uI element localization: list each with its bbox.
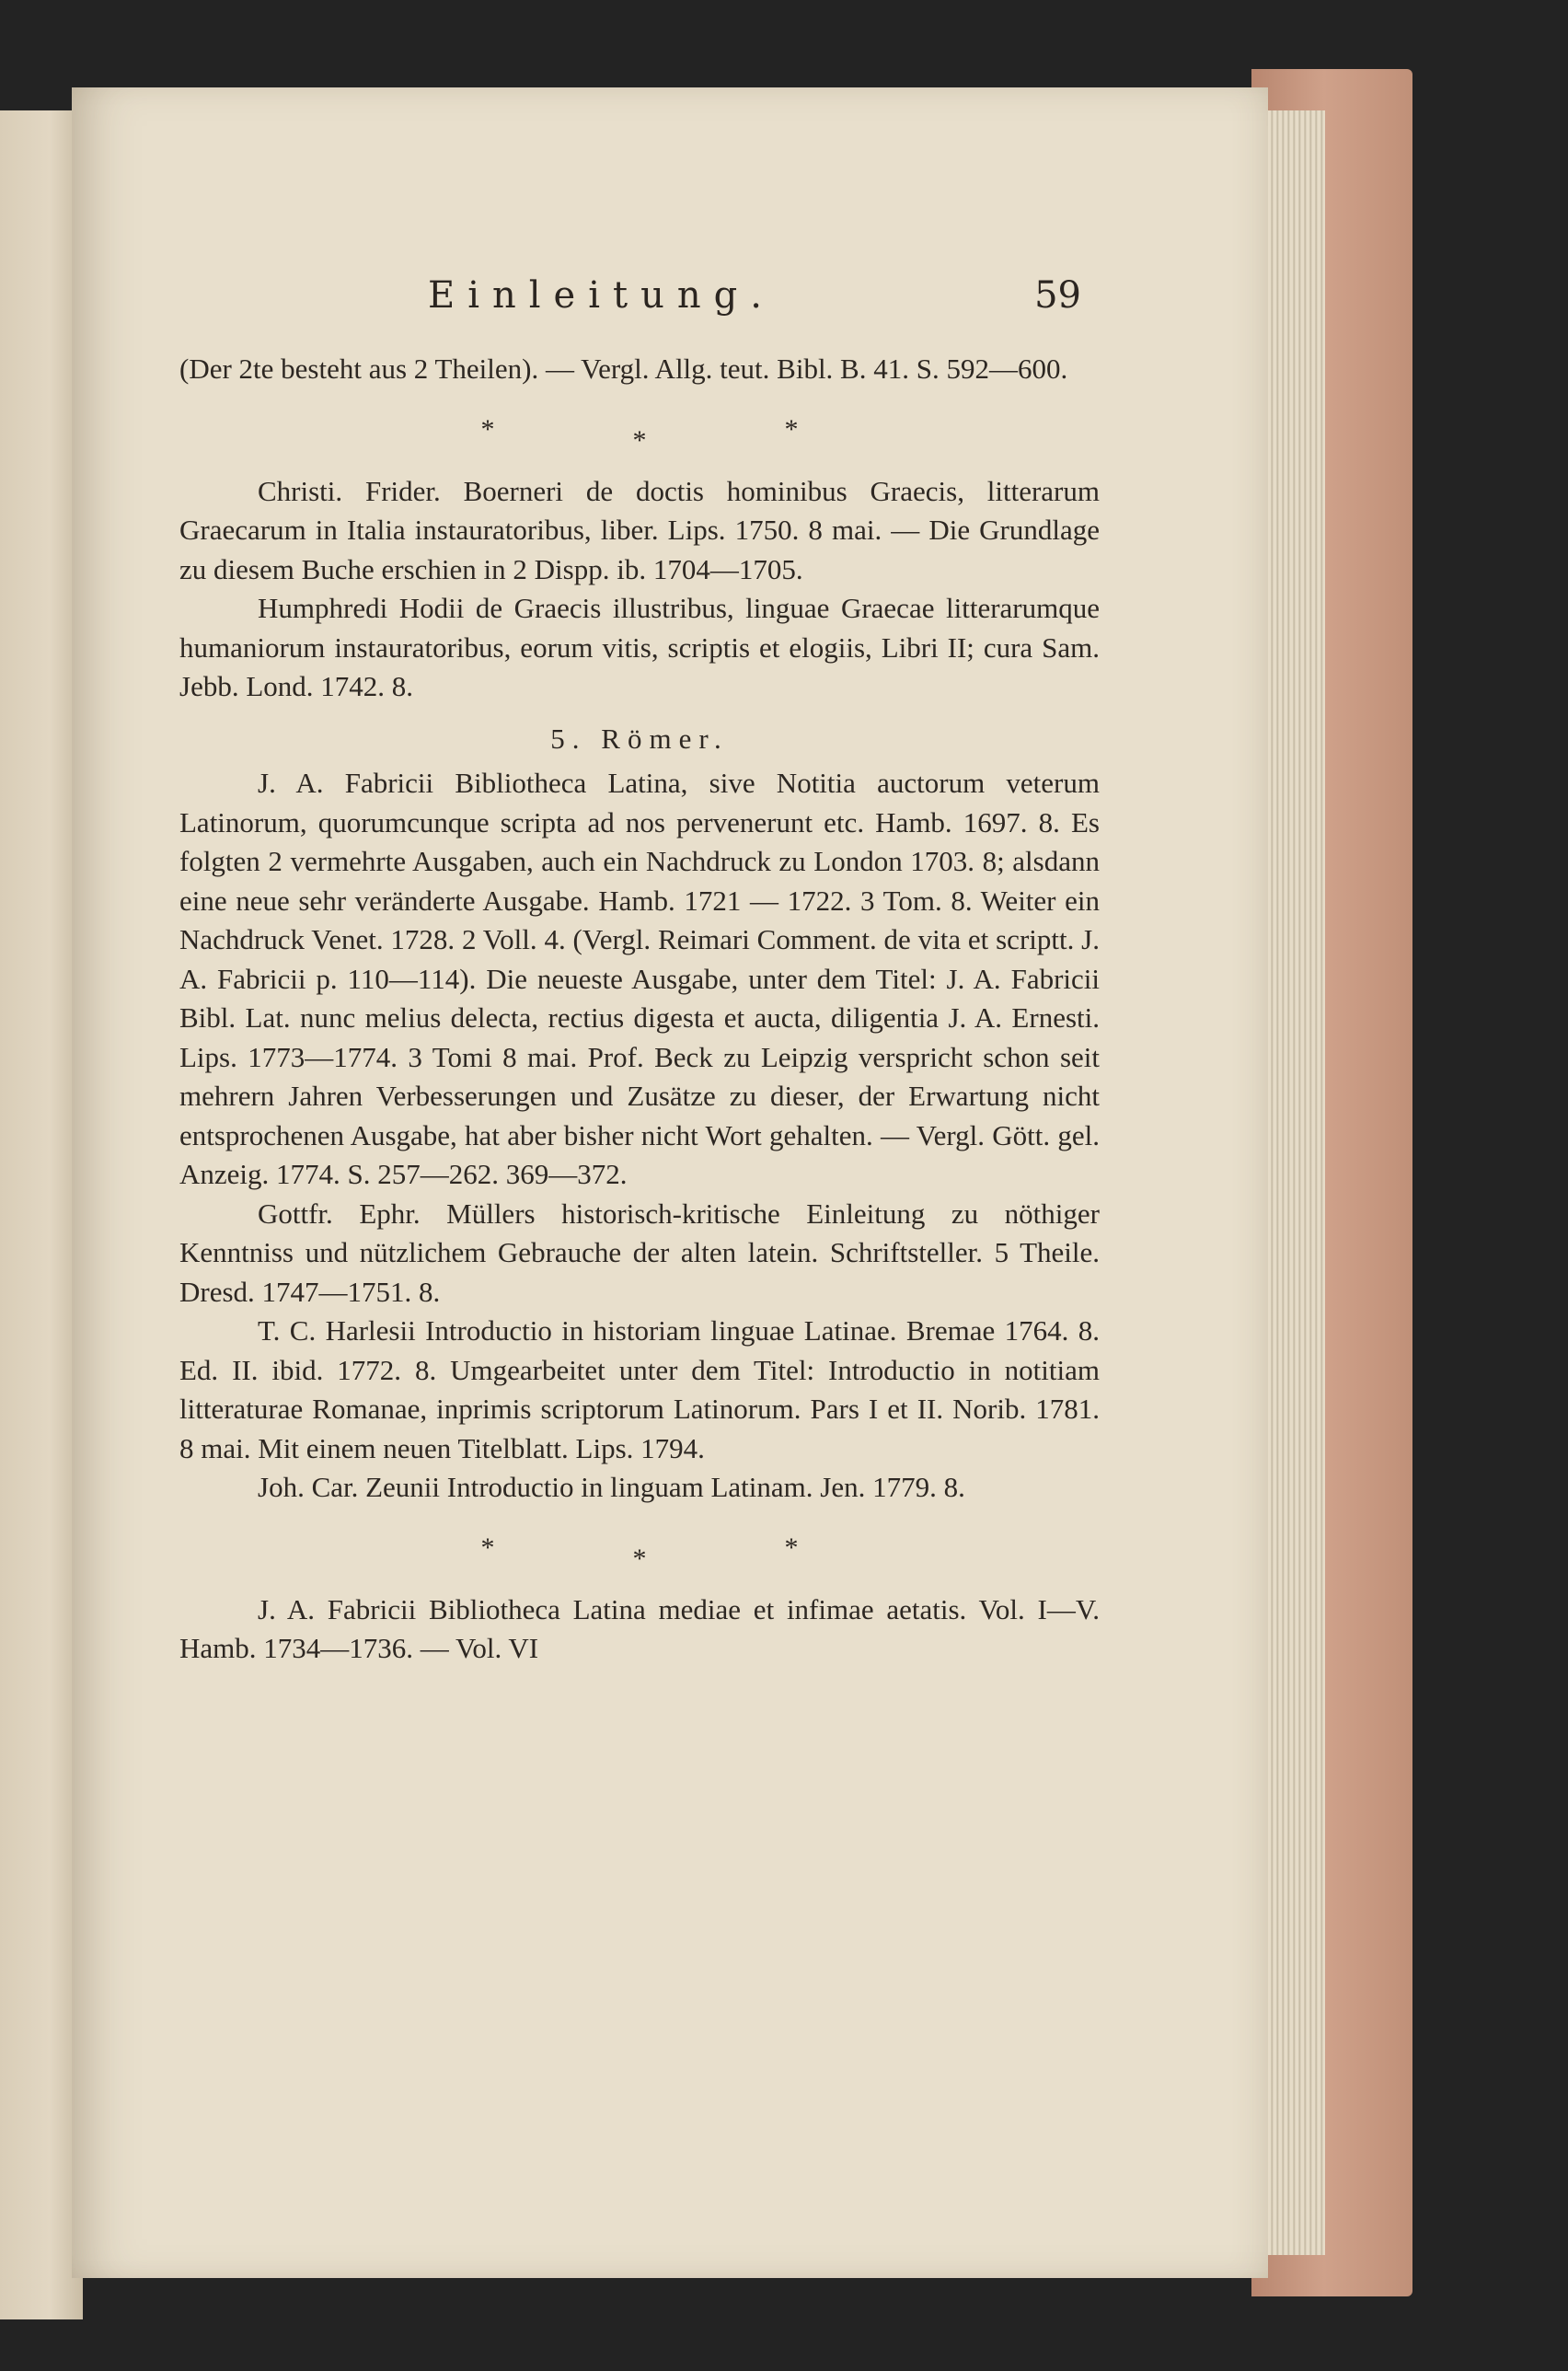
running-title: Einleitung. (428, 274, 775, 317)
page-number: 59 (1034, 274, 1081, 317)
star-glyph: * (632, 425, 647, 457)
star-glyph: * (784, 1532, 799, 1564)
paragraph: J. A. Fabricii Bibliotheca Latina, sive Notitia auctorum veterum Latinorum, quorumcunque scripta ad nos pervenerunt etc. Hamb. 1697. 8. Es folgten 2 vermehrte Ausgaben, auch ein Nachdruck zu London 1703. 8; alsdann eine neue sehr veränderte Ausgabe. Hamb. 1721 — 1722. 3 Tom. 8. Weiter ein Nachdruck Venet. 1728. 2 Voll. 4. (Vergl. Reimari Comment. de vita et scriptt. J. A. Fabricii p. 110—114). Die neueste Ausgabe, unter dem Titel: J. A. Fabricii Bibl. Lat. nunc melius delecta, rectius digesta et aucta, diligentia J. A. Ernesti. Lips. 1773—1774. 3 Tomi 8 mai. Prof. Beck zu Leipzig verspricht schon seit mehrern Jahren Verbesserungen und Zusätze zu dieser, der Erwartung nicht entsprochenen Ausgabe, hat aber bisher nicht Wort gehalten. — Vergl. Gött. gel. Anzeig. 1774. S. 257—262. 369—372. (179, 767, 1100, 1190)
paragraph: Humphredi Hodii de Graecis illustribus, linguae Graecae litterarumque humaniorum instauratoribus, eorum vitis, scriptis et elogiis, Libri II; cura Sam. Jebb. Lond. 1742. 8. (179, 592, 1100, 702)
page-body (179, 350, 1100, 1669)
star-separator (179, 1508, 1100, 1590)
page-header (428, 274, 1081, 330)
section-heading: 5. Römer. (550, 722, 729, 755)
star-glyph: * (632, 1544, 647, 1575)
star-glyph: * (480, 414, 495, 445)
paragraph: Gottfr. Ephr. Müllers historisch-kritische Einleitung zu nöthiger Kenntniss und nützlichem Gebrauche der alten latein. Schriftsteller. 5 Theile. Dresd. 1747—1751. 8. (179, 1197, 1100, 1308)
paragraph: J. A. Fabricii Bibliotheca Latina mediae et infimae aetatis. Vol. I—V. Hamb. 1734—1736. — Vol. VI (179, 1592, 1100, 1664)
star-separator (179, 389, 1100, 472)
left-page-edge (0, 110, 83, 2319)
star-glyph: * (784, 414, 799, 445)
paragraph: Joh. Car. Zeunii Introductio in linguam Latinam. Jen. 1779. 8. (258, 1471, 965, 1503)
paragraph: Christi. Frider. Boerneri de doctis hominibus Graecis, litterarum Graecarum in Italia instauratoribus, liber. Lips. 1750. 8 mai. — Die Grundlage zu diesem Buche erschien in 2 Dispp. ib. 1704—1705. (179, 474, 1100, 585)
paragraph: T. C. Harlesii Introductio in historiam linguae Latinae. Bremae 1764. 8. Ed. II. ibid. 1772. 8. Umgearbeitet unter dem Titel: Introductio in notitiam litteraturae Romanae, inprimis scriptorum Latinorum. Pars I et II. Norib. 1781. 8 mai. Mit einem neuen Titelblatt. Lips. 1794. (179, 1314, 1100, 1464)
paragraph: (Der 2te besteht aus 2 Theilen). — Vergl. Allg. teut. Bibl. B. 41. S. 592—600. (179, 353, 1068, 385)
star-glyph: * (480, 1532, 495, 1564)
